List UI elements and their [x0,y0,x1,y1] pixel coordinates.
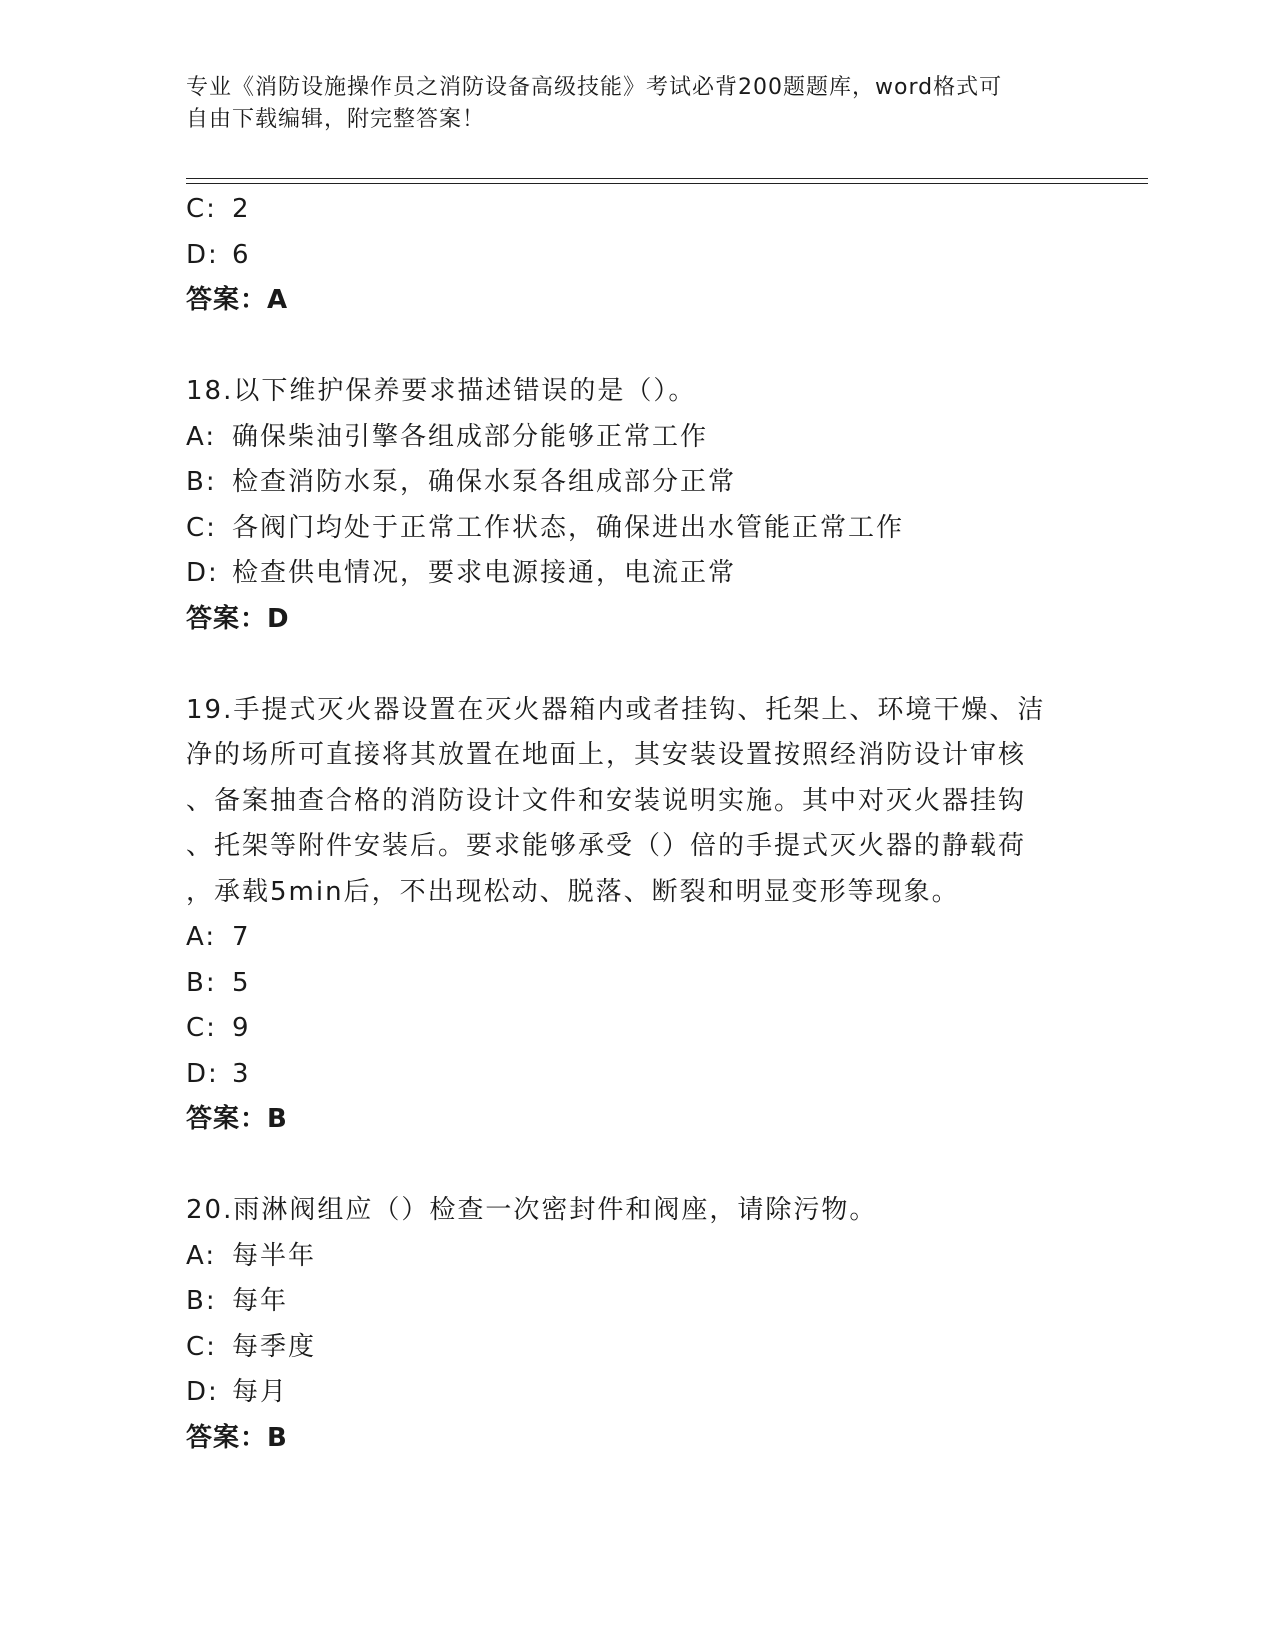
question-20 [186,1188,1086,1461]
header-divider-bottom [186,183,1148,184]
option-d [186,233,1086,279]
header-divider-top [186,178,1148,179]
option-d [186,1370,1086,1416]
spacer [186,1143,1086,1189]
option-label: D: [186,558,219,588]
option-text: 每月 [232,1377,289,1407]
option-b [186,460,1086,506]
answer-line: 答案：D [186,603,290,634]
option-a [186,1234,1086,1280]
answer-line: 答案：B [186,1104,288,1134]
question-text-line: 、备案抽查合格的消防设计文件和安装说明实施。其中对灭火器挂钩 [186,785,1027,816]
option-label: B: [186,467,217,497]
answer-line: 答案：B [186,1422,288,1453]
option-label: D: [186,1377,219,1407]
option-text: 5 [232,967,251,998]
option-text: 7 [232,922,251,952]
option-text: 6 [232,239,251,270]
option-d [186,551,1086,597]
option-d [186,1052,1086,1098]
option-c [186,506,1086,552]
header-line-2: 自由下载编辑，附完整答案！ [186,107,486,132]
option-text: 每季度 [232,1331,317,1362]
header-line-1: 专业《消防设施操作员之消防设备高级技能》考试必背200题题库，word格式可 [186,75,1003,100]
option-label: D: [186,239,219,270]
option-text: 9 [232,1013,251,1043]
document-header [186,72,1066,136]
option-label: C: [186,1331,217,1362]
question-text: 18.以下维护保养要求描述错误的是（）。 [186,376,697,406]
question-text-line: 19.手提式灭火器设置在灭火器箱内或者挂钩、托架上、环境干燥、洁 [186,694,1046,725]
question-list [186,187,1086,1461]
option-text: 各阀门均处于正常工作状态，确保进出水管能正常工作 [232,512,905,543]
option-label: A: [186,1240,217,1271]
question-text-line: 净的场所可直接将其放置在地面上，其安装设置按照经消防设计审核 [186,740,1027,770]
option-text: 每年 [232,1286,289,1316]
spacer [186,324,1086,370]
question-19 [186,688,1086,1143]
question-text-line: ，承载5min后，不出现松动、脱落、断裂和明显变形等现象。 [186,876,960,907]
option-label: C: [186,1013,217,1043]
option-label: C: [186,512,217,543]
option-text: 检查消防水泵，确保水泵各组成部分正常 [232,467,737,497]
answer-line: 答案：A [186,285,289,315]
option-text: 检查供电情况，要求电源接通，电流正常 [232,558,737,588]
option-text: 3 [232,1058,251,1089]
question-text: 20.雨淋阀组应（）检查一次密封件和阀座，请除污物。 [186,1195,878,1225]
option-text: 确保柴油引擎各组成部分能够正常工作 [232,421,709,452]
question-18 [186,369,1086,642]
option-label: B: [186,967,217,998]
option-c [186,1006,1086,1052]
option-label: A: [186,421,217,452]
option-text: 每半年 [232,1240,317,1271]
option-a [186,415,1086,461]
option-b [186,1279,1086,1325]
question-text-line: 、托架等附件安装后。要求能够承受（）倍的手提式灭火器的静载荷 [186,831,1027,861]
question-17-tail [186,187,1086,324]
option-text: 2 [232,194,251,224]
spacer [186,642,1086,688]
option-a [186,915,1086,961]
option-c [186,1325,1086,1371]
option-label: B: [186,1286,217,1316]
option-c [186,187,1086,233]
option-label: D: [186,1058,219,1089]
option-b [186,961,1086,1007]
option-label: A: [186,922,217,952]
option-label: C: [186,194,217,224]
